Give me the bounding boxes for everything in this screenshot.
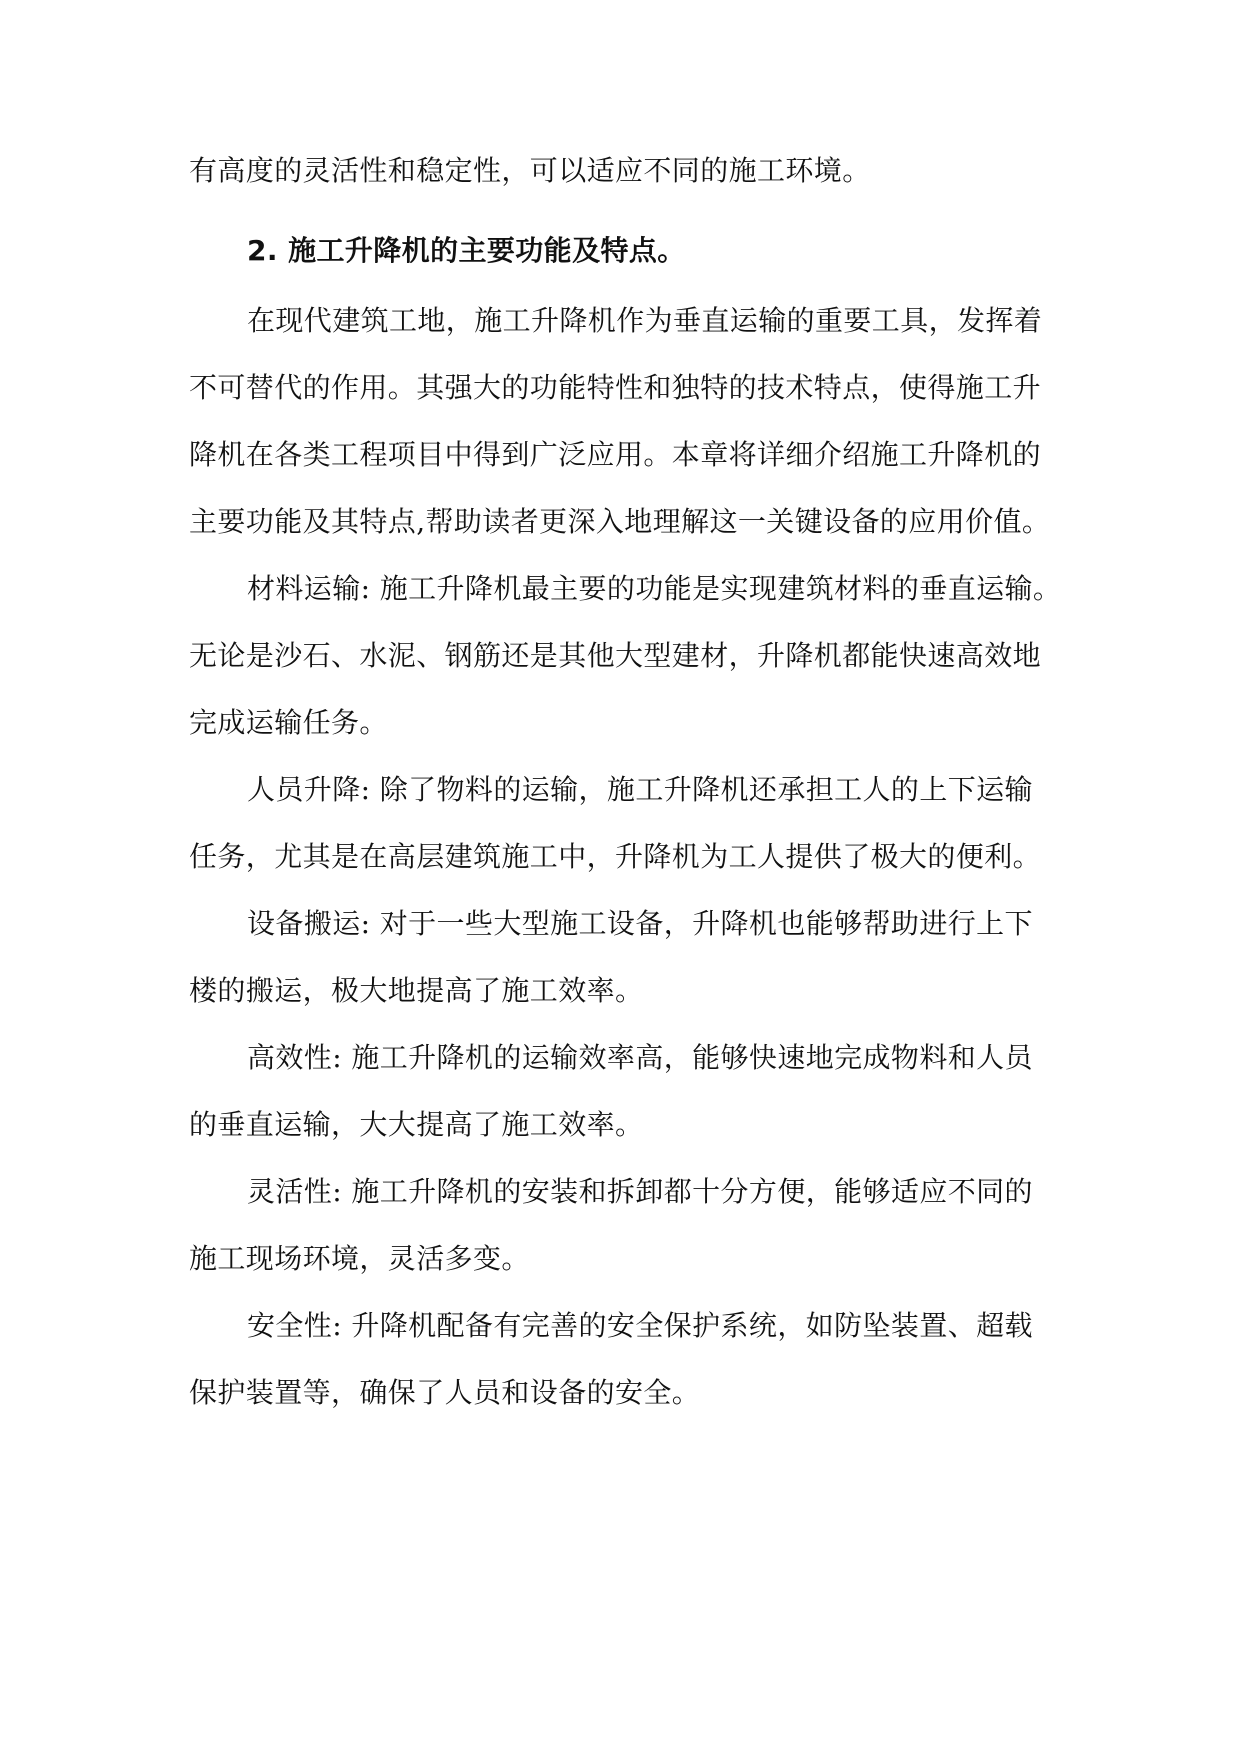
paragraph-line: 人员升降: 除了物料的运输，施工升降机还承担工人的上下运输: [247, 773, 1033, 806]
paragraph-line: 施工现场环境，灵活多变。: [189, 1242, 530, 1275]
paragraph-line: 安全性: 升降机配备有完善的安全保护系统，如防坠装置、超载: [247, 1309, 1033, 1342]
section-heading: 2. 施工升降机的主要功能及特点。: [247, 234, 686, 267]
paragraph-line: 主要功能及其特点,帮助读者更深入地理解这一关键设备的应用价值。: [189, 505, 1051, 538]
paragraph-line: 降机在各类工程项目中得到广泛应用。本章将详细介绍施工升降机的: [189, 438, 1042, 471]
paragraph-line: 保护装置等，确保了人员和设备的安全。: [189, 1376, 701, 1409]
paragraph-line: 无论是沙石、水泥、钢筋还是其他大型建材，升降机都能快速高效地: [189, 639, 1042, 672]
paragraph-line: 完成运输任务。: [189, 706, 388, 739]
paragraph-line: 在现代建筑工地，施工升降机作为垂直运输的重要工具，发挥着: [247, 304, 1043, 337]
paragraph-line: 楼的搬运，极大地提高了施工效率。: [189, 974, 644, 1007]
paragraph-line: 有高度的灵活性和稳定性，可以适应不同的施工环境。: [189, 154, 871, 187]
paragraph-line: 任务，尤其是在高层建筑施工中，升降机为工人提供了极大的便利。: [189, 840, 1042, 873]
paragraph-line: 材料运输: 施工升降机最主要的功能是实现建筑材料的垂直运输。: [247, 572, 1062, 605]
paragraph-line: 设备搬运: 对于一些大型施工设备，升降机也能够帮助进行上下: [247, 907, 1033, 940]
paragraph-line: 高效性: 施工升降机的运输效率高，能够快速地完成物料和人员: [247, 1041, 1033, 1074]
paragraph-line: 不可替代的作用。其强大的功能特性和独特的技术特点，使得施工升: [189, 371, 1042, 404]
paragraph-line: 灵活性: 施工升降机的安装和拆卸都十分方便，能够适应不同的: [247, 1175, 1033, 1208]
paragraph-line: 的垂直运输，大大提高了施工效率。: [189, 1108, 644, 1141]
